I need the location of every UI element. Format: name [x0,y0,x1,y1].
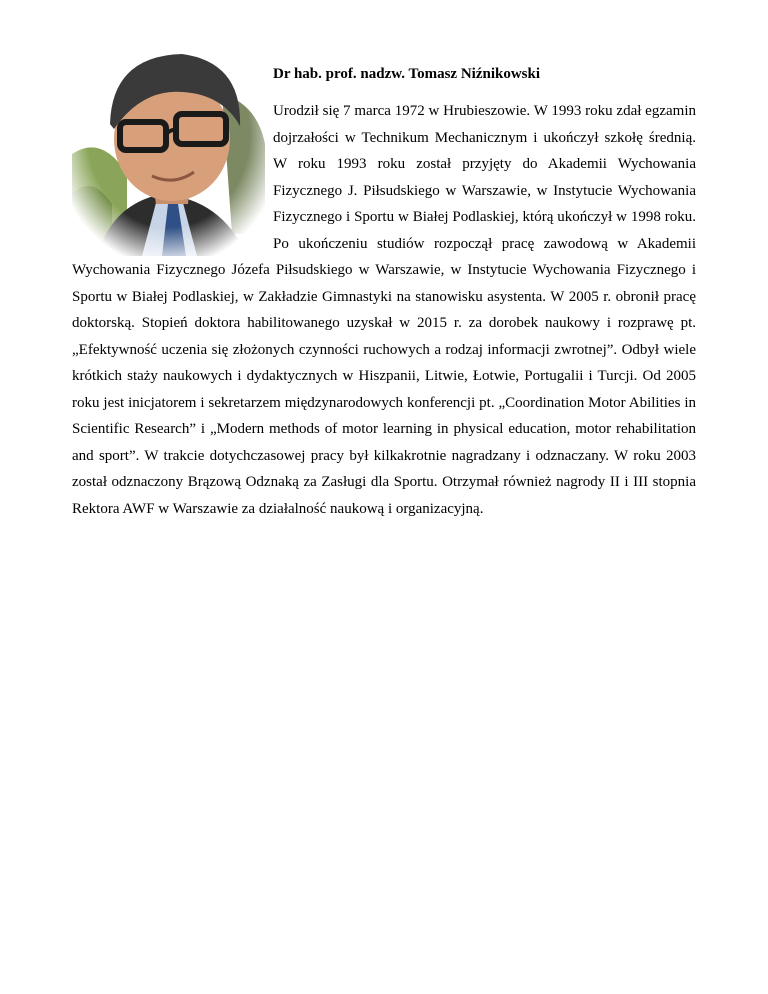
page-title: Dr hab. prof. nadzw. Tomasz Niźnikowski [273,66,541,82]
portrait-icon [72,34,265,256]
biography-text: Urodził się 7 marca 1972 w Hrubieszowie. W 1993 roku zdał egzamin dojrzałości w Technikum Mechanicznym i ukończył szkołę średnią. W roku 1993 roku został przyjęty do Akademii Wychowania Fizycznego J. Piłsudskiego w Warszawie, w Instytucie Wychowania Fizycznego i Sportu w Białej Podlaskiej, którą ukończył w 1998 roku. Po ukończeniu studiów rozpoczął pracę zawodową w Akademii Wychowania Fizycznego Józefa Piłsudskiego w Warszawie, w Instytucie Wychowania Fizycznego i Sportu w Białej Podlaskiej, w Zakładzie Gimnastyki na stanowisku asystenta. W 2005 r. obronił pracę doktorską. Stopień doktora habilitowanego uzyskał w 2015 r. za dorobek naukowy i rozprawę pt. „Efektywność uczenia się złożonych czynności ruchowych a rodzaj informacji zwrotnej”. Odbył wiele krótkich staży naukowych i dydaktycznych w Hiszpanii, Litwie, Łotwie, Portugalii i Turcji. Od 2005 roku jest inicjatorem i sekretarzem międzynarodowych konferencji pt. „Coordination Motor Abilities in Scientific Research” i „Modern methods of motor learning in physical education, motor rehabilitation and sport”. W trakcie dotychczasowej pracy był kilkakrotnie nagradzany i odznaczany. W roku 2003 został odznaczony Brązową Odznaką za Zasługi dla Sportu. Otrzymał również nagrody II i III stopnia Rektora AWF w Warszawie za działalność naukową i organizacyjną. [72,103,696,517]
portrait-photo [72,34,265,256]
document-page [72,34,696,522]
